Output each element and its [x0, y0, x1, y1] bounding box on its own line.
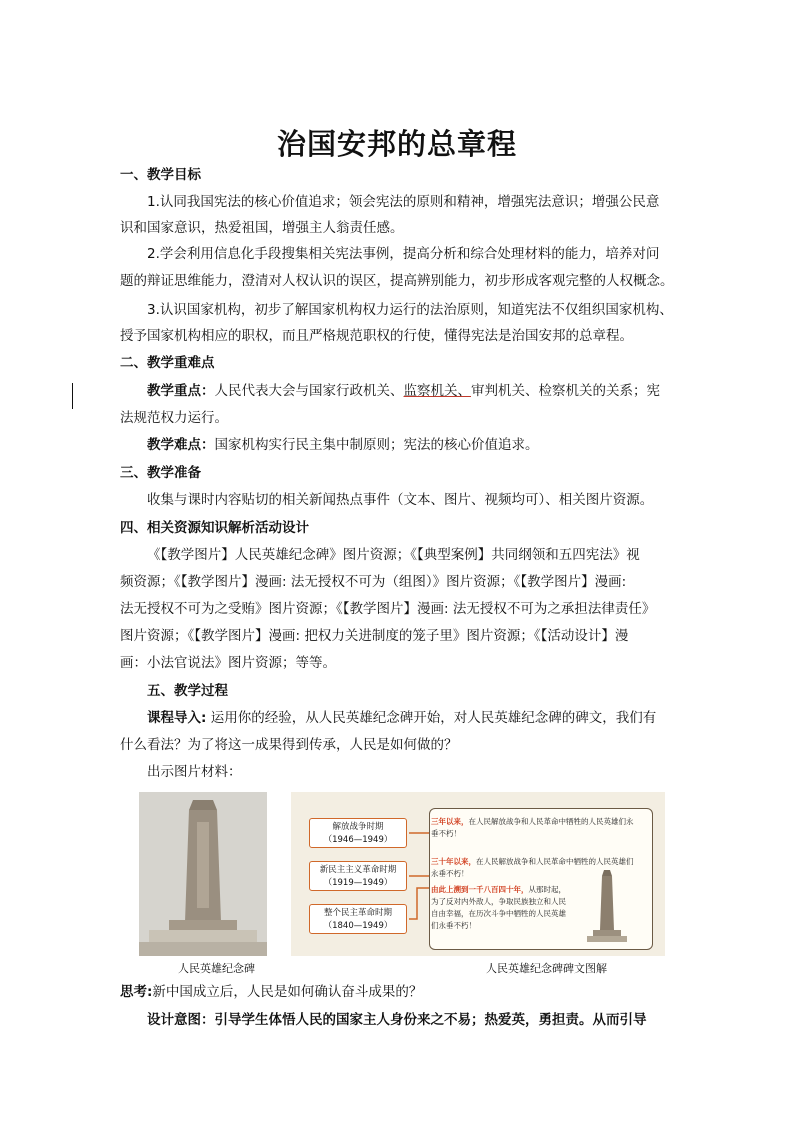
intro-line — [147, 708, 656, 728]
key-points-text: 人民代表大会与国家行政机关、 — [214, 383, 404, 399]
paragraph-line: 法规范权力运行。 — [120, 410, 228, 426]
era-name: 解放战争时期 — [332, 822, 384, 832]
paragraph-line: 授予国家机构相应的职权，而且严格规范职权的行使，懂得宪法是治国安邦的总章程。 — [120, 328, 633, 344]
intro-label: 课程导入: — [147, 710, 207, 726]
inscription-diagram — [291, 792, 665, 956]
think-label: 思考: — [120, 984, 153, 1000]
paragraph-line: 2.学会利用信息化手段搜集相关宪法事例，提高分析和综合处理材料的能力，培养对问 — [147, 246, 660, 262]
paragraph-line: 画：小法官说法》图片资源；等等。 — [120, 655, 336, 671]
paragraph-line: 频资源；《【教学图片】漫画: 法无授权不可为（组图）》图片资源；《【教学图片】漫画: — [120, 574, 627, 590]
section-heading-objectives: 一、教学目标 — [120, 167, 201, 183]
key-points-label: 教学重点： — [147, 383, 215, 399]
inscription-highlight: 三年以来， — [431, 817, 469, 826]
section-heading-resources: 四、相关资源知识解析活动设计 — [120, 520, 309, 536]
era-name: 新民主主义革命时期 — [319, 865, 397, 875]
photo-caption: 人民英雄纪念碑 — [178, 962, 255, 975]
key-points-text-cont: 审判机关、检察机关的关系；宪 — [471, 383, 660, 399]
paragraph-line: 《【教学图片】人民英雄纪念碑》图片资源；《【典型案例】共同纲领和五四宪法》视 — [147, 547, 640, 563]
section-heading-keypoints: 二、教学重难点 — [120, 355, 215, 371]
think-text: 新中国成立后，人民是如何确认奋斗成果的？ — [152, 984, 423, 1000]
paragraph-line: 图片资源；《【教学图片】漫画: 把权力关进制度的笼子里》图片资源；《【活动设计】漫 — [120, 628, 629, 644]
inscription-text: 在人民解放战争和人民革命中牺牲的人民英雄们永垂不朽！ — [431, 857, 634, 878]
paragraph-line: 3.认识国家机构，初步了解国家机构权力运行的法治原则，知道宪法不仅组织国家机构、 — [147, 302, 673, 318]
inscription-3 — [431, 884, 571, 932]
era-years: （1919—1949） — [323, 878, 393, 888]
difficulty-text: 国家机构实行民主集中制原则；宪法的核心价值追求。 — [214, 437, 539, 453]
inscription-highlight: 三十年以来， — [431, 857, 476, 866]
text-cursor — [72, 383, 73, 409]
design-line — [147, 1010, 647, 1030]
paragraph-line: 法无授权不可为之受贿》图片资源；《【教学图片】漫画: 法无授权不可为之承担法律责任》 — [120, 601, 656, 617]
monument-sketch — [587, 868, 627, 944]
paragraph-line: 1.认同我国宪法的核心价值追求；领会宪法的原则和精神，增强宪法意识；增强公民意 — [147, 194, 660, 210]
section-heading-process: 五、教学过程 — [147, 683, 228, 699]
paragraph-line: 题的辩证思维能力，澄清对人权认识的误区，提高辨别能力，初步形成客观完整的人权概念。 — [120, 273, 674, 289]
inscription-text: 在人民解放战争和人民革命中牺牲的人民英雄们永垂不朽！ — [431, 817, 634, 838]
design-text: 引导学生体悟人民的国家主人身份来之不易；热爱英，勇担责。从而引导 — [214, 1012, 647, 1028]
diagram-caption: 人民英雄纪念碑碑文图解 — [486, 962, 607, 975]
design-label: 设计意图： — [147, 1012, 215, 1028]
paragraph-line: 什么看法？为了将这一成果得到传承，人民是如何做的？ — [120, 737, 458, 753]
inscription-highlight: 由此上溯到一千八百四十年， — [431, 885, 529, 894]
show-materials-line: 出示图片材料： — [147, 764, 242, 780]
difficulty-label: 教学难点： — [147, 437, 215, 453]
era-name: 整个民主革命时期 — [323, 908, 392, 918]
difficulty-line — [147, 435, 539, 455]
intro-text: 运用你的经验，从人民英雄纪念碑开始，对人民英雄纪念碑的碑文，我们有 — [210, 710, 657, 726]
paragraph-line: 收集与课时内容贴切的相关新闻热点事件（文本、图片、视频均可）、相关图片资源。 — [147, 492, 654, 508]
key-points-line — [147, 381, 660, 401]
era-years: （1840—1949） — [323, 921, 393, 931]
paragraph-line: 识和国家意识，热爱祖国，增强主人翁责任感。 — [120, 220, 404, 236]
inscription-text: 从那时起，为了反对内外敌人，争取民族独立和人民自由幸福，在历次斗争中牺牲的人民英雄们永垂不朽！ — [431, 885, 566, 930]
era-years: （1946—1949） — [323, 835, 393, 845]
page-title: 治国安邦的总章程 — [276, 127, 517, 161]
tracked-change-underline: 监察机关、 — [403, 383, 471, 399]
section-heading-preparation: 三、教学准备 — [120, 465, 201, 481]
think-line — [120, 982, 422, 1002]
monument-photo — [139, 792, 267, 956]
inscription-1 — [431, 816, 637, 840]
